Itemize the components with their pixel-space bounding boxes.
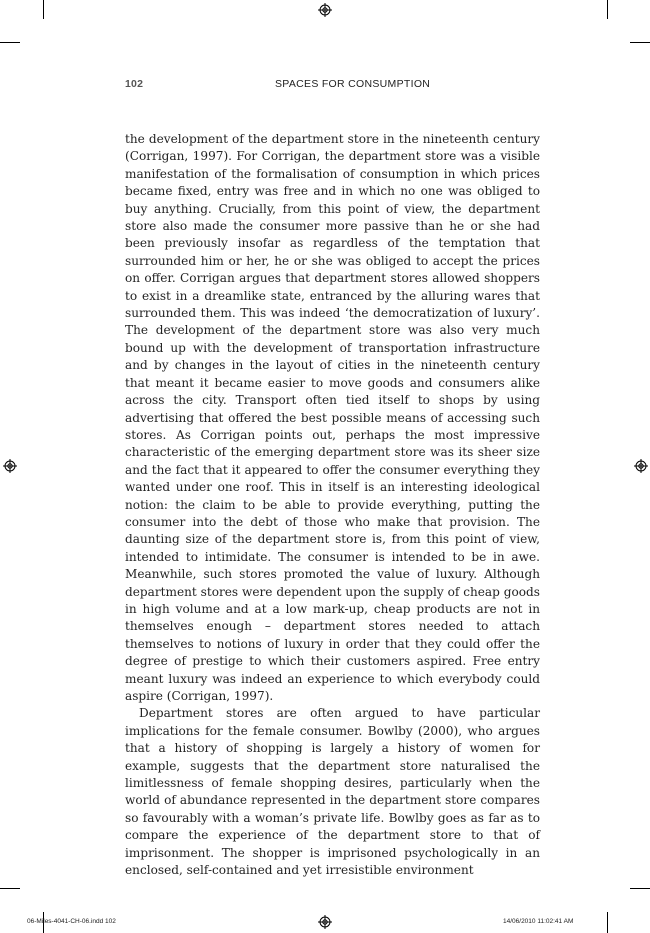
running-title: SPACES FOR CONSUMPTION — [275, 78, 431, 90]
paragraph: Department stores are often argued to have particular implications for the female consumer. Bowlby (2000), who argues that a history of shopping is largely a history of women for example, suggests that the department store naturalised the limitlessness of female shopping desires, particularly when the world of abundance represented in the department store compares so favourably with a woman’s private life. Bowlby goes as far as to compare the experience of the department store to that of imprisonment. The shopper is imprisoned psychologically in an enclosed, self-contained and yet irresistible environment — [125, 706, 540, 878]
crop-mark — [43, 0, 44, 19]
slug-timestamp: 14/06/2010 11:02:41 AM — [503, 918, 574, 925]
crop-mark — [607, 0, 608, 19]
registration-mark-icon — [634, 459, 648, 473]
crop-mark — [0, 42, 20, 43]
paragraph: the development of the department store in the nineteenth century (Corrigan, 1997). For Corrigan, the department store was a visible manifestation of the formalisation of consumption in which prices became fixed, entry was free and in which no one was obliged to buy anything. Crucially, from this point of view, the department store also made the consumer more passive than he or she had been previously insofar as regardless of the temptation that surrounded him or her, he or she was obliged to accept the prices on offer. Corrigan argues that department stores allowed shoppers to exist in a dreamlike state, entranced by the alluring wares that surrounded them. This was indeed ‘the democratization of luxury’. The development of the department store was also very much bound up with the development of transportation infrastructure and by changes in the layout of cities in the nineteenth century that meant it became easier to move goods and consumers alike across the city. Transport often tied itself to shops by using advertising that offered the best possible means of accessing such stores. As Corrigan points out, perhaps the most impressive characteristic of the emerging department store was its sheer size and the fact that it appeared to offer the consumer everything they wanted under one roof. This in itself is an interesting ideological notion: the claim to be able to provide everything, putting the consumer into the debt of those who make that provision. The daunting size of the department store is, from this point of view, intended to intimidate. The consumer is intended to be in awe. Meanwhile, such stores promoted the value of luxury. Although department stores were dependent upon the supply of cheap goods in high volume and at a low mark-up, cheap products are not in themselves enough – department stores needed to attach themselves to notions of luxury in order that they could offer the degree of prestige to which their customers aspired. Free entry meant luxury was indeed an experience to which everybody could aspire (Corrigan, 1997). — [125, 132, 540, 703]
slug-file-name: 06-Miles-4041-CH-06.indd 102 — [27, 918, 116, 925]
crop-mark — [607, 912, 608, 933]
registration-mark-icon — [3, 459, 17, 473]
crop-mark — [630, 42, 650, 43]
crop-mark — [630, 888, 650, 889]
running-header — [125, 78, 540, 92]
page-number: 102 — [125, 78, 144, 90]
crop-mark — [0, 888, 20, 889]
registration-mark-icon — [318, 3, 332, 17]
registration-mark-icon — [318, 915, 332, 929]
body-text — [125, 131, 540, 879]
